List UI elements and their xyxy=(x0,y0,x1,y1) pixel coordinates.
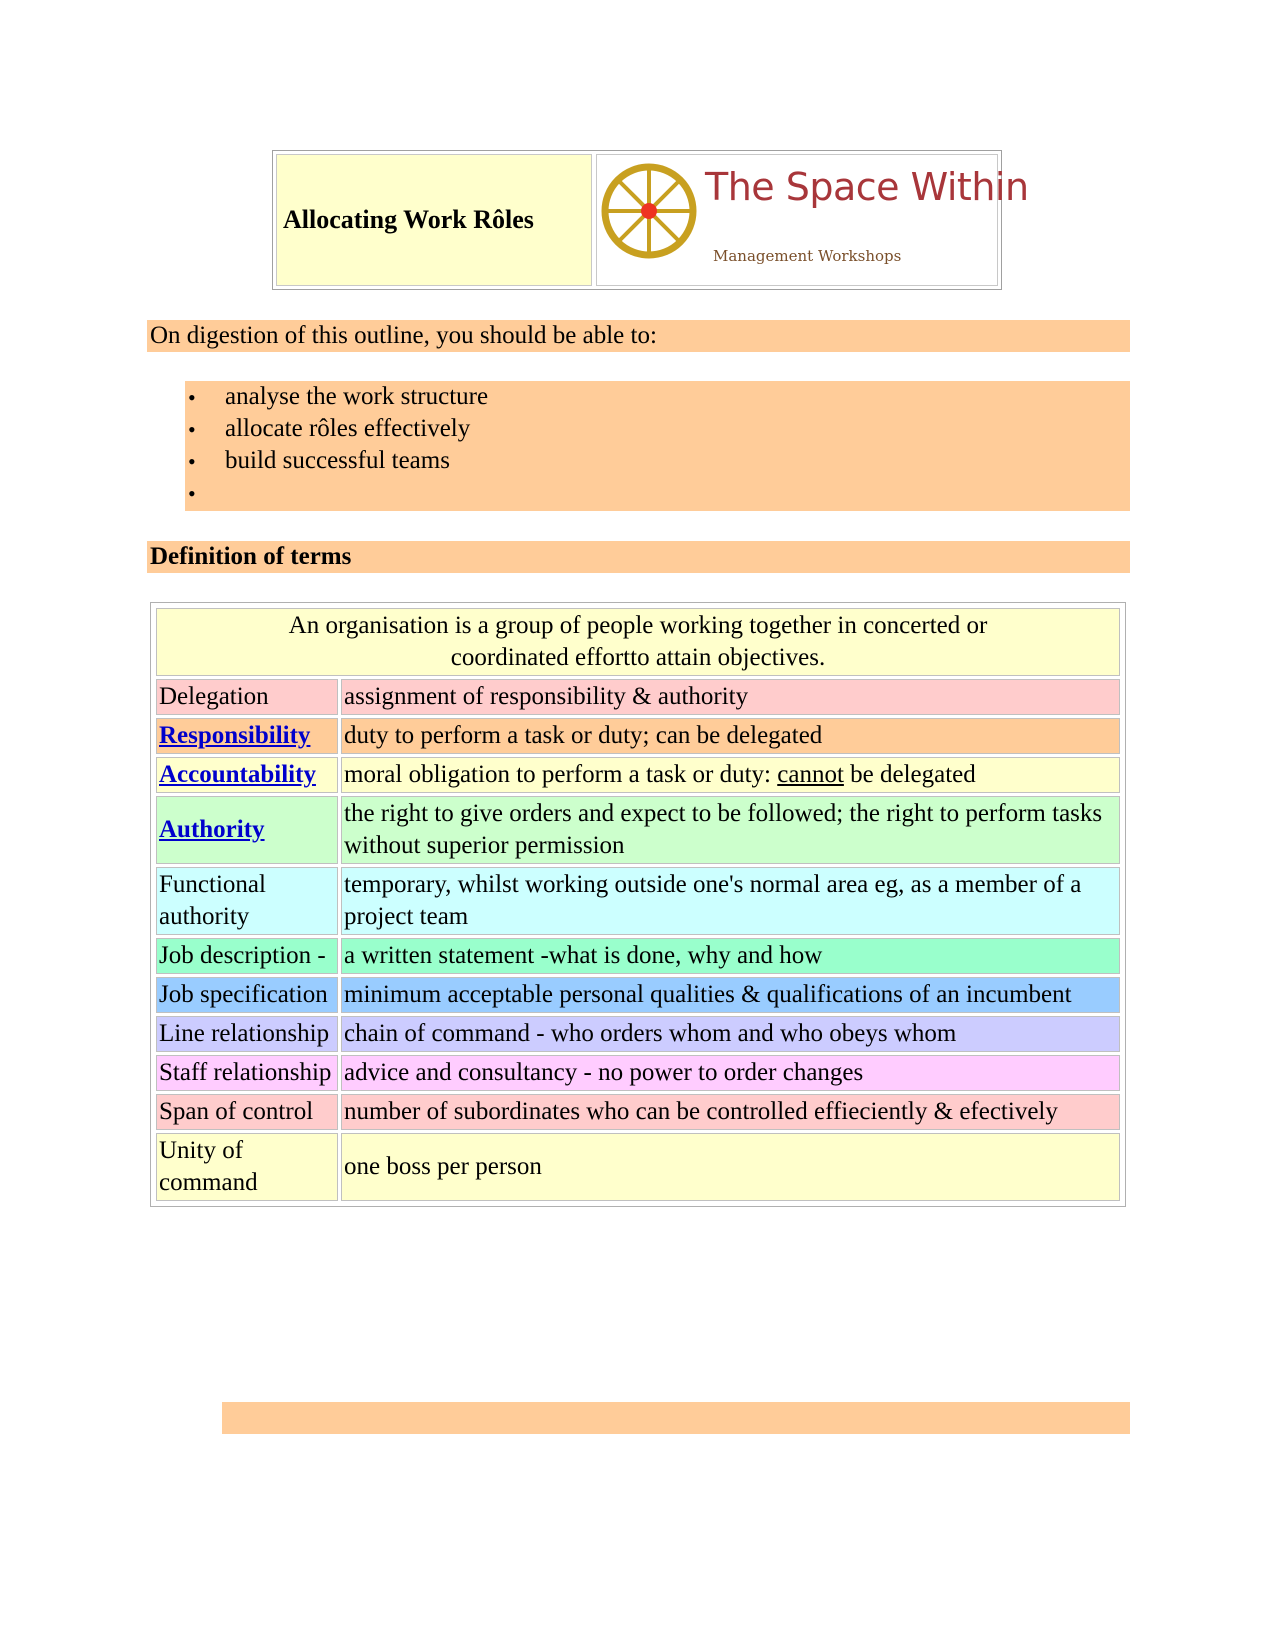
definition-cell: temporary, whilst working outside one's normal area eg, as a member of a project team xyxy=(341,867,1120,935)
goal-item: • analyse the work structure xyxy=(185,381,488,413)
wheel-icon xyxy=(599,161,699,261)
term-cell: Unity of command xyxy=(156,1133,338,1201)
definition-cell: one boss per person xyxy=(341,1133,1120,1201)
bottom-bar xyxy=(222,1402,1130,1434)
table-row xyxy=(156,1094,1120,1130)
term-cell xyxy=(156,757,338,793)
table-row xyxy=(156,1133,1120,1201)
goal-item: • allocate rôles effectively xyxy=(185,413,488,445)
organisation-definition: An organisation is a group of people working together in concerted or coordinated effortto attain objectives. xyxy=(156,608,1120,676)
term-cell: Delegation xyxy=(156,679,338,715)
definition-cell: advice and consultancy - no power to order changes xyxy=(341,1055,1120,1091)
responsibility-link[interactable]: Responsibility xyxy=(159,722,311,749)
page-title: Allocating Work Rôles xyxy=(276,154,592,286)
table-row xyxy=(156,867,1120,935)
definition-cell: moral obligation to perform a task or duty: cannot be delegated xyxy=(341,757,1120,793)
logo-subtitle: Management Workshops xyxy=(713,247,902,265)
term-cell: Line relationship xyxy=(156,1016,338,1052)
table-row xyxy=(156,1055,1120,1091)
accountability-link[interactable]: Accountability xyxy=(159,761,316,788)
definition-cell: number of subordinates who can be controlled effieciently & efectively xyxy=(341,1094,1120,1130)
table-row xyxy=(156,1016,1120,1052)
logo xyxy=(596,154,1029,286)
table-row xyxy=(156,796,1120,864)
goal-item: • build successful teams xyxy=(185,445,488,477)
definitions-heading-bar xyxy=(147,541,1130,573)
table-row xyxy=(156,757,1120,793)
term-cell xyxy=(156,796,338,864)
term-cell: Span of control xyxy=(156,1094,338,1130)
definition-cell: minimum acceptable personal qualities & qualifications of an incumbent xyxy=(341,977,1120,1013)
goals-list xyxy=(185,381,1130,511)
table-row xyxy=(156,679,1120,715)
term-cell: Staff relationship xyxy=(156,1055,338,1091)
terms-table xyxy=(150,602,1126,1207)
term-cell: Job specification xyxy=(156,977,338,1013)
intro-text: On digestion of this outline, you should be able to: xyxy=(150,322,657,349)
definition-cell: the right to give orders and expect to be followed; the right to perform tasks without superior permission xyxy=(341,796,1120,864)
table-row xyxy=(156,938,1120,974)
goal-item xyxy=(185,477,488,509)
header-table xyxy=(272,150,1029,290)
term-cell xyxy=(156,718,338,754)
definitions-heading: Definition of terms xyxy=(150,543,352,570)
logo-title: The Space Within xyxy=(705,165,1029,209)
definition-cell: assignment of responsibility & authority xyxy=(341,679,1120,715)
definition-cell: duty to perform a task or duty; can be delegated xyxy=(341,718,1120,754)
table-row xyxy=(156,718,1120,754)
intro-bar xyxy=(147,320,1130,352)
term-cell: Functional authority xyxy=(156,867,338,935)
definition-cell: chain of command - who orders whom and who obeys whom xyxy=(341,1016,1120,1052)
table-row xyxy=(156,977,1120,1013)
term-cell: Job description - xyxy=(156,938,338,974)
authority-link[interactable]: Authority xyxy=(159,816,265,843)
definition-cell: a written statement -what is done, why and how xyxy=(341,938,1120,974)
